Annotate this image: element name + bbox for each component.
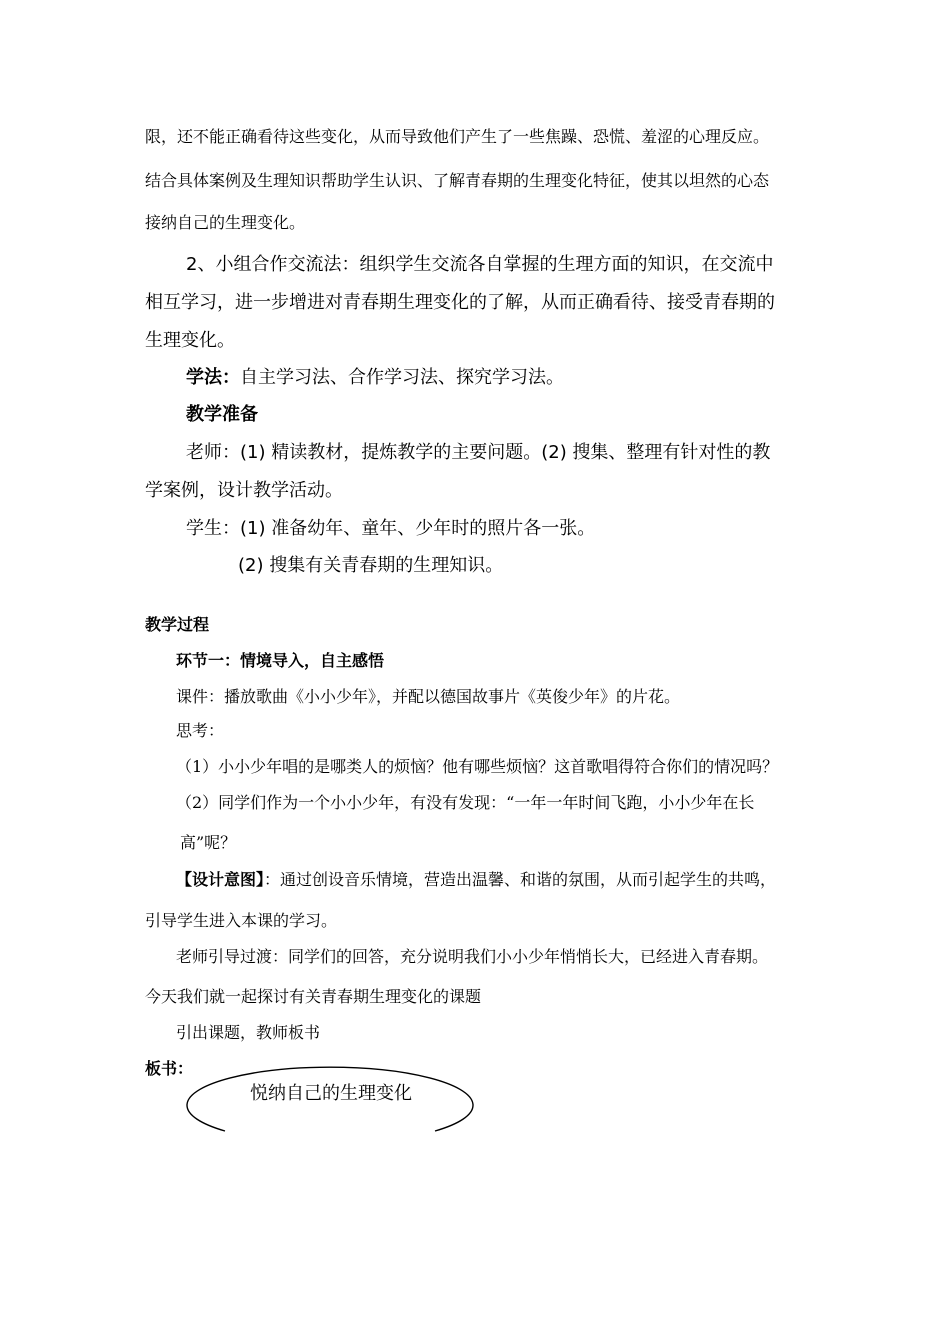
study-method-text: 自主学习法、合作学习法、探究学习法。 <box>240 367 564 388</box>
paragraph-line: 相互学习，进一步增进对青春期生理变化的了解，从而正确看待、接受青春期的 <box>145 292 775 313</box>
process-heading: 教学过程 <box>145 615 210 634</box>
blackboard-label: 板书： <box>145 1059 194 1078</box>
teacher-prep-line: 老师：(1) 精读教材，提炼教学的主要问题。(2) 搜集、整理有针对性的教 <box>186 442 771 463</box>
paragraph-line: 2、小组合作交流法：组织学生交流各自掌握的生理方面的知识，在交流中 <box>186 254 774 275</box>
paragraph-line: 生理变化。 <box>145 330 235 351</box>
design-intent-line: 引导学生进入本课的学习。 <box>145 911 338 930</box>
question-line: （1）小小少年唱的是哪类人的烦恼？他有哪些烦恼？这首歌唱得符合你们的情况吗？ <box>176 757 779 776</box>
student-prep-line: (2) 搜集有关青春期的生理知识。 <box>238 555 504 576</box>
question-line: 高”呢？ <box>180 833 237 852</box>
teacher-prep-line: 学案例，设计教学活动。 <box>145 480 343 501</box>
design-intent-text: ：通过创设音乐情境，营造出温馨、和谐的氛围，从而引起学生的共鸣， <box>264 870 777 889</box>
paragraph-line: 结合具体案例及生理知识帮助学生认识、了解青春期的生理变化特征，使其以坦然的心态 <box>145 171 770 190</box>
blackboard-title: 悦纳自己的生理变化 <box>250 1083 412 1104</box>
blackboard-oval <box>185 1055 477 1139</box>
lead-in-line: 引出课题，教师板书 <box>176 1023 321 1042</box>
transition-line: 今天我们就一起探讨有关青春期生理变化的课题 <box>145 987 482 1006</box>
study-method <box>186 363 564 389</box>
think-label: 思考： <box>176 721 225 740</box>
design-intent <box>176 867 776 890</box>
transition-line: 老师引导过渡：同学们的回答，充分说明我们小小少年悄悄长大，已经进入青春期。 <box>176 947 769 966</box>
design-intent-label: 【设计意图】 <box>176 870 265 889</box>
student-prep-line: 学生：(1) 准备幼年、童年、少年时的照片各一张。 <box>186 518 596 539</box>
paragraph-line: 限，还不能正确看待这些变化，从而导致他们产生了一些焦躁、恐慌、羞涩的心理反应。 <box>145 127 770 146</box>
courseware-line: 课件：播放歌曲《小小少年》，并配以德国故事片《英俊少年》的片花。 <box>176 687 681 706</box>
question-line: （2）同学们作为一个小小少年，有没有发现：“一年一年时间飞跑，小小少年在长 <box>176 793 755 812</box>
step-title: 环节一：情境导入，自主感悟 <box>176 651 385 670</box>
preparation-heading: 教学准备 <box>186 404 258 425</box>
paragraph-line: 接纳自己的生理变化。 <box>145 213 306 232</box>
study-method-label: 学法： <box>186 367 240 388</box>
